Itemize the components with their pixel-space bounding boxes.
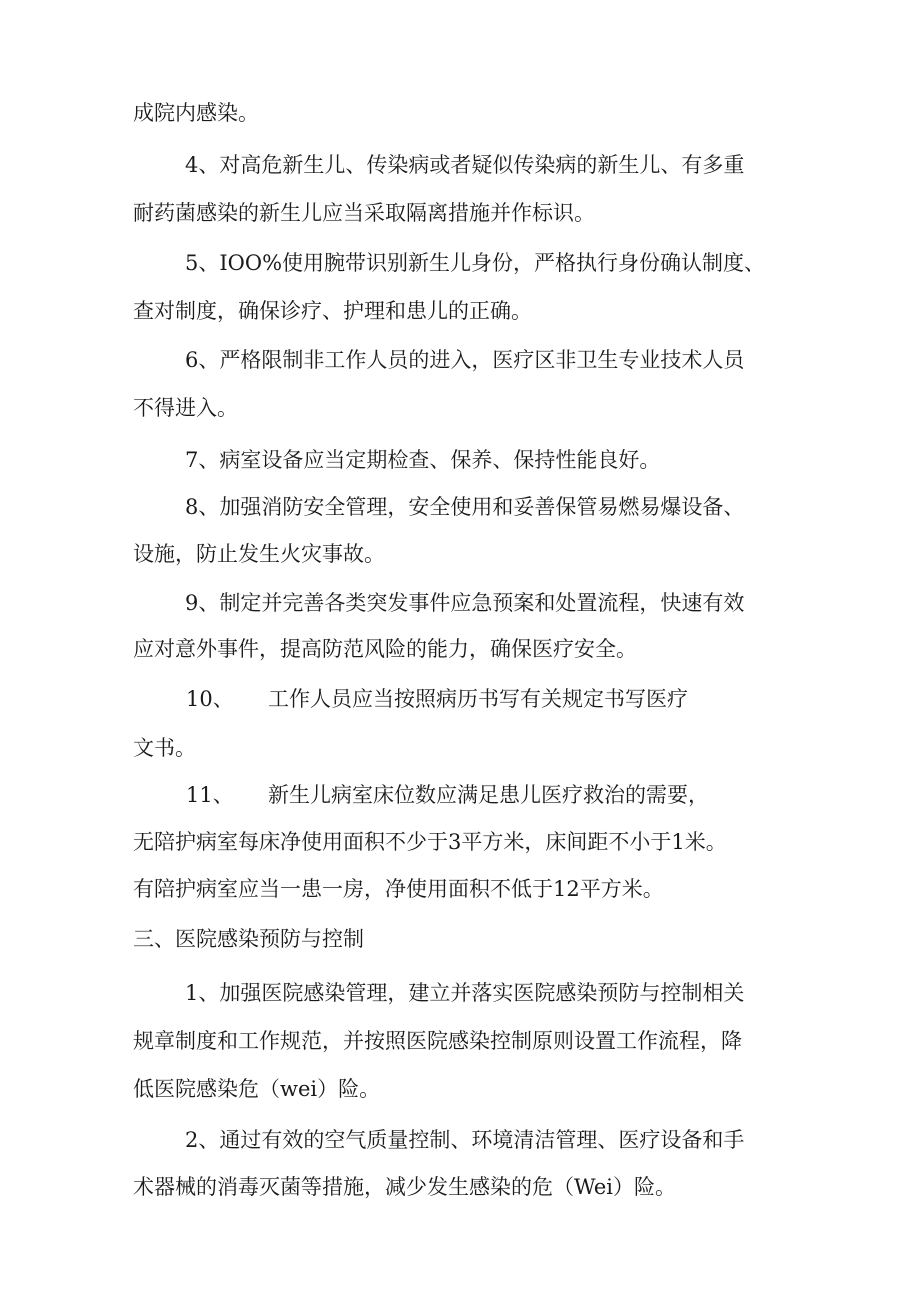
text-line: 不得进入。 bbox=[133, 396, 238, 420]
text-line: 规章制度和工作规范，并按照医院感染控制原则设置工作流程，降 bbox=[133, 1029, 742, 1053]
text-line: 无陪护病室每床净使用面积不少于3平方米，床间距不小于1米。 bbox=[133, 830, 727, 854]
text-line: 文书。 bbox=[133, 736, 196, 760]
text-line: 有陪护病室应当一患一房，净使用面积不低于12平方米。 bbox=[133, 877, 664, 901]
text-line: 耐药菌感染的新生儿应当采取隔离措施并作标识。 bbox=[133, 201, 595, 225]
text-line: 8、加强消防安全管理，安全使用和妥善保管易燃易爆设备、 bbox=[185, 495, 745, 519]
text-line: 查对制度，确保诊疗、护理和患儿的正确。 bbox=[133, 299, 532, 323]
text-line: 1、加强医院感染管理，建立并落实医院感染预防与控制相关 bbox=[185, 981, 745, 1005]
item-number: 11、 bbox=[186, 783, 234, 807]
item-number: 10、 bbox=[186, 687, 234, 711]
text-line: 设施，防止发生火灾事故。 bbox=[133, 542, 385, 566]
text-line: 成院内感染。 bbox=[133, 101, 259, 125]
text-line: 工作人员应当按照病历书写有关规定书写医疗 bbox=[268, 687, 688, 711]
text-line: 5、IOO%使用腕带识别新生儿身份，严格执行身份确认制度、 bbox=[185, 251, 766, 275]
text-line: 低医院感染危（wei）险。 bbox=[133, 1077, 381, 1101]
text-line: 术器械的消毒灭菌等措施，减少发生感染的危（Wei）险。 bbox=[133, 1175, 677, 1199]
section-heading: 三、医院感染预防与控制 bbox=[133, 927, 364, 951]
text-line: 新生儿病室床位数应满足患儿医疗救治的需要， bbox=[268, 783, 709, 807]
text-line: 4、对高危新生儿、传染病或者疑似传染病的新生儿、有多重 bbox=[185, 153, 745, 177]
text-line: 9、制定并完善各类突发事件应急预案和处置流程，快速有效 bbox=[185, 591, 745, 615]
text-line: 应对意外事件，提高防范风险的能力，确保医疗安全。 bbox=[133, 637, 637, 661]
text-line: 7、病室设备应当定期检查、保养、保持性能良好。 bbox=[185, 448, 661, 472]
text-line: 6、严格限制非工作人员的进入，医疗区非卫生专业技术人员 bbox=[185, 348, 745, 372]
text-line: 2、通过有效的空气质量控制、环境清洁管理、医疗设备和手 bbox=[185, 1128, 745, 1152]
